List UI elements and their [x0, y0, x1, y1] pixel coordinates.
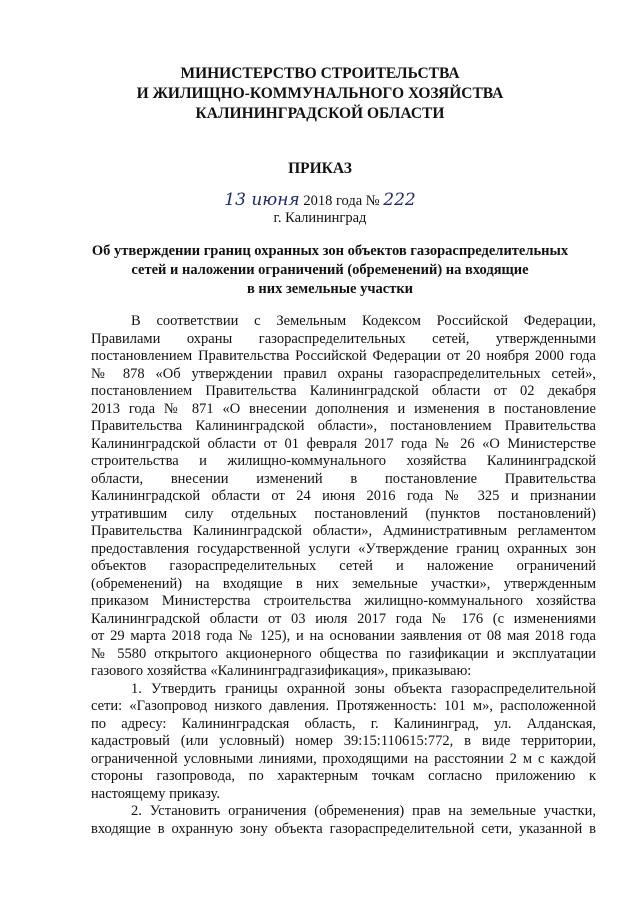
city: г. Калининград	[273, 210, 367, 226]
body-line: Правилами охраны газораспределительных сетей, утвержденными	[91, 330, 596, 347]
ministry-line-1: МИНИСТЕРСТВО СТРОИТЕЛЬСТВА	[180, 65, 460, 82]
body-line: Калининградской области от 01 февраля 2017 года № 26 «О Министерстве	[91, 435, 596, 452]
subject-line-1: Об утверждении границ охранных зон объектов газораспределительных	[91, 243, 569, 259]
body-line: от 29 марта 2018 года № 125), и на основании заявления от 08 мая 2018 года	[91, 628, 596, 644]
year-text: 2018 года №	[303, 193, 380, 209]
body-line: Калининградской области от 24 июня 2016 года № 325 и признании	[91, 488, 596, 504]
order-title: ПРИКАЗ	[288, 160, 352, 177]
body-text	[91, 313, 596, 838]
body-line: настоящему приказу.	[91, 785, 220, 802]
body-line: области, внесении изменений в постановление Правительства	[91, 470, 596, 487]
body-line: 1. Утвердить границы охранной зоны объекта газораспределительной	[131, 680, 596, 697]
body-line: (обременений) на входящие в них земельные участки», утвержденным	[91, 575, 596, 592]
body-line: по адресу: Калининградская область, г. Калининград, ул. Алданская,	[91, 715, 596, 732]
body-line: кадастровый (или условный) номер 39:15:110615:772, в виде территории,	[91, 733, 596, 749]
body-line: сети: «Газопровод низкого давления. Протяженность: 101 м», расположенной	[91, 698, 596, 714]
body-line: Калининградской области от 03 июля 2017 года № 176 (с изменениями	[91, 610, 596, 627]
ministry-header	[0, 64, 640, 124]
date-line	[0, 190, 640, 210]
handwritten-number: 222	[383, 190, 416, 210]
body-line: 2013 года № 871 «О внесении дополнения и изменения в постановление	[91, 400, 596, 417]
body-line: постановлением Правительства Российской Федерации от 20 ноября 2000 года	[91, 348, 596, 364]
body-line: Правительства Калининградской области», Административным регламентом	[91, 523, 596, 539]
ministry-line-2: И ЖИЛИЩНО-КОММУНАЛЬНОГО ХОЗЯЙСТВА	[136, 85, 504, 102]
body-line: объектов газораспределительных сетей и наложение ограничений	[91, 558, 596, 574]
body-line: постановлением Правительства Калининградской области от 02 декабря	[91, 383, 596, 399]
body-line: приказом Министерства строительства жилищно-коммунального хозяйства	[91, 593, 596, 609]
body-line: утратившим силу отдельных постановлений (пунктов постановлений)	[91, 505, 596, 522]
body-line: стороны газопровода, по характерным точкам согласно приложению к	[91, 768, 596, 784]
ministry-line-3: КАЛИНИНГРАДСКОЙ ОБЛАСТИ	[195, 105, 445, 122]
subject-line-3: в них земельные участки	[246, 281, 414, 297]
body-line: газового хозяйства «Калининградгазификация», приказываю:	[91, 663, 472, 679]
subject-line-2: сетей и наложении ограничений (обременений) на входящие	[131, 262, 529, 278]
body-line: № 878 «Об утверждении правил охраны газораспределительных сетей»,	[91, 365, 596, 382]
body-line: 2. Установить ограничения (обременения) прав на земельные участки,	[131, 803, 596, 819]
handwritten-date: 13 июня	[224, 190, 300, 210]
body-line: предоставления государственной услуги «Утверждение границ охранных зон	[91, 540, 596, 557]
body-line: В соответствии с Земельным Кодексом Российской Федерации,	[131, 313, 596, 329]
order-subject	[60, 242, 600, 299]
body-line: строительства и жилищно-коммунального хозяйства Калининградской	[91, 453, 596, 469]
body-line: Правительства Калининградской области», постановлением Правительства	[91, 418, 596, 434]
body-line: входящие в охранную зону объекта газораспределительной сети, указанной в	[91, 820, 596, 837]
body-line: № 5580 открытого акционерного общества по газификации и эксплуатации	[91, 645, 596, 662]
body-line: ограниченной условными линиями, проходящими на расстоянии 2 м с каждой	[91, 750, 596, 767]
